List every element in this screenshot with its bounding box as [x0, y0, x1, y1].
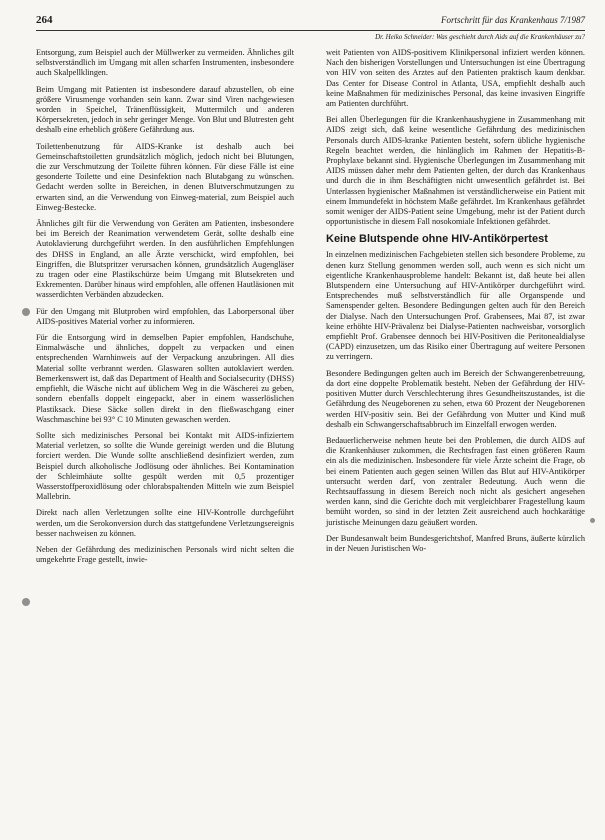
- article-reference: Dr. Heiko Schneider: Was geschieht durch Aids auf die Krankenhäuser zu?: [375, 33, 585, 41]
- punch-hole-mark: [22, 308, 30, 316]
- punch-hole-mark: [590, 518, 595, 523]
- paragraph: In einzelnen medizinischen Fachgebieten stellen sich besondere Probleme, zu denen kurz Stellung genommen werden soll, auch wenn es sich nicht um eigentliche Krankenhausprobleme handelt: Bekannt ist, daß heute bei allen Blutspendern eine Untersuchung auf HIV-Antikörper durchgeführt wird. Entsprechendes muß selbstverständlich für alle Organspende und Samenspender gelten. Besondere Bedingungen gelten auch für den Bereich der Dialyse. Nach den Untersuchungen Prof. Grabensees, Mai 87, ist zwar keine erhöhte HIV-Prävalenz bei Dialyse-Patienten nachweisbar, vorsorglich empfiehlt Prof. Grabensee dennoch bei HIV-Positiven die Peritonealdialyse (CAPD) einzusetzen, um das Risiko einer Übertragung auf weitere Personen zu verringern.: [326, 250, 585, 362]
- paragraph: Bedauerlicherweise nehmen heute bei den Problemen, die durch AIDS auf die Krankenhäuser zukommen, die Rechtsfragen fast einen größeren Raum ein als die medizinischen. Insbesondere für viele Ärzte scheint die Frage, ob bei einem Patienten auch gegen seinen Willen das Blut auf HIV-Antikörper untersucht werden darf, von zentraler Bedeutung. Auch wenn die Rechtsauffassung in diesem Bereich noch nicht als gesichert angesehen werden kann, sind die Gerichte doch mit vergleichbarer Fragestellung kaum bemüht worden, so sind in der letzten Zeit ausreichend auch hochkarätige juristische Meinungen dazu geäußert worden.: [326, 435, 585, 527]
- paragraph: Beim Umgang mit Patienten ist insbesondere darauf abzustellen, ob eine größere Virusmenge vorhanden sein kann. Zwar sind Viren nachgewiesen worden in Speichel, Tränenflüssigkeit, Muttermilch und anderen Körpersekreten, jedoch in sehr geringer Menge. Von Blut und Blutresten geht deshalb eine erheblich größere Gefährdung aus.: [36, 84, 294, 135]
- paragraph: Neben der Gefährdung des medizinischen Personals wird nicht selten die umgekehrte Frage gestellt, inwie-: [36, 544, 294, 565]
- paragraph: Sollte sich medizinisches Personal bei Kontakt mit AIDS-infiziertem Material verletzen, so sollte die Wunde gereinigt werden und die Blutung forciert werden. Die Wunde sollte anschließend desinfiziert werden, zum Beispiel durch alkoholische Jodlösung oder ähnliches. Bei Kontamination der Schleimhäute sollte gespült werden mit 0,5 prozentiger Wasserstoffperoxidlösung oder chlorabspaltenden Mitteln wie zum Beispiel Mallebrin.: [36, 430, 294, 502]
- paragraph: Direkt nach allen Verletzungen sollte eine HIV-Kontrolle durchgeführt werden, um die Serokonversion durch das stattgefundene Verletzungsereignis besser nachweisen zu können.: [36, 508, 294, 538]
- right-column: [326, 48, 585, 560]
- paragraph: Der Bundesanwalt beim Bundesgerichtshof, Manfred Bruns, äußerte kürzlich in der Neuen Juristischen Wo-: [326, 533, 585, 553]
- paragraph: Für den Umgang mit Blutproben wird empfohlen, das Laborpersonal über AIDS-positives Material vorher zu informieren.: [36, 306, 294, 326]
- journal-title: Fortschritt für das Krankenhaus 7/1987: [440, 15, 585, 25]
- page-number: 264: [36, 14, 53, 26]
- paragraph: Toilettenbenutzung für AIDS-Kranke ist deshalb auch bei Gemeinschaftstoiletten grundsätzlich möglich, jedoch nicht bei Blutungen, die zur Verschmutzung der Toilette führen können. Für diese Fälle ist eine gesonderte Toilette und eine Desinfektion nach Blutabgang zu wünschen. Gedacht werden sollte in Bereichen, in denen Blutverschmutzungen zu erwarten sind, an die Verwendung von Einweg-material, zum Beispiel auch Einweg-Bestecke.: [36, 141, 294, 212]
- page-header: [36, 14, 585, 28]
- left-column: [36, 48, 294, 571]
- section-heading: Keine Blutspende ohne HIV-Antikörpertest: [326, 233, 548, 246]
- paragraph: Besondere Bedingungen gelten auch im Bereich der Schwangerenbetreuung, da dort eine doppelte Problematik besteht. Neben der Gefährdung der HIV-positiven Mutter durch Verschlechterung ihres Gesundheitszustandes, ist die Gefährdung des Neugeborenen zu sehen, etwa 60 Prozent der Neugeborenen werden HIV-positiv sein. Bei der Gefährdung von Mutter und Kind muß deshalb ein Schwangerschaftsabbruch im Einzelfall erwogen werden.: [326, 368, 585, 429]
- paragraph: weit Patienten von AIDS-positivem Klinikpersonal infiziert werden können. Nach den bisherigen Vorstellungen und Untersuchungen ist eine Übertragung von HIV von seiten des Arztes auf den Patienten praktisch kaum denkbar. Das Center for Disease Control in Atlanta, USA, empfiehlt deshalb auch keine Maßnahmen für medizinisches Personal, das keine invasiven Eingriffe am Patienten durchführt.: [326, 48, 585, 109]
- paragraph: Für die Entsorgung wird in demselben Papier empfohlen, Handschuhe, Einmalwäsche und ähnliches, doppelt zu verpacken und einen entsprechenden Warnhinweis auf der Verpackung anzubringen. All dies Material sollte verbrannt werden. Glaswaren sollten autoklaviert werden. Bemerkenswert ist, daß das Department of Health and Socialsecurity (DHSS) empfiehlt, die Wäsche nicht auf üblichem Weg in die Wäscherei zu geben, sondern ebenfalls doppelt eingepackt, aber in einem wasserlöslichen Plastiksack. Diese Säcke sollen direkt in den fließwaschgang einer Waschmaschine bei 93° C 10 Minuten gewaschen werden.: [36, 333, 294, 424]
- paragraph: Bei allen Überlegungen für die Krankenhaushygiene in Zusammenhang mit AIDS zeigt sich, daß keine wesentliche Gefährdung des medizinischen Personals durch AIDS-kranke Patienten besteht, sofern übliche hygienische Regeln beachtet werden, die hinlänglich im Rahmen der Hepatitis-B-Prophylaxe bekannt sind. Hygienische Überlegungen im Zusammenhang mit AIDS müssen daher mehr dem Patienten gelten, der durch das Krankenhaus und durch die in ihm Beschäftigten nicht unwesentlich gefährdet ist. Bei Unterlassen hygienischer Maßnahmen ist verständlicherweise ein Patient mit einem Immundefekt in höchstem Maße gefährdet. Im Krankenhaus gefährdet somit weniger der AIDS-Patient seine Umgebung, mehr ist der Patient durch opportunistische in diesem Fall nosokomiale Infektionen gefährdet.: [326, 115, 585, 227]
- paragraph: Ähnliches gilt für die Verwendung von Geräten am Patienten, insbesondere bei im Bereich der Reanimation verwendetem Gerät, sollte deshalb eine Autoklavierung durchgeführt werden. In den ausführlichen Empfehlungen des DHSS in England, an alle Ärzte verschickt, wird empfohlen, bei Eingriffen, die Blutspritzer verursachen können, grundsätzlich Augengläser zu tragen oder eine Plastikschürze beim Umgang mit Blutsekreten und Exkrementen. Darüber hinaus wird empfohlen, alle offenen Hautläsionen mit wasserdichten Verbänden abzudecken.: [36, 219, 294, 300]
- header-rule: [36, 30, 585, 31]
- paragraph: Entsorgung, zum Beispiel auch der Müllwerker zu vermeiden. Ähnliches gilt selbstverständlich im Umgang mit allen scharfen Instrumenten, insbesondere auch Skalpellklingen.: [36, 48, 294, 78]
- punch-hole-mark: [22, 598, 30, 606]
